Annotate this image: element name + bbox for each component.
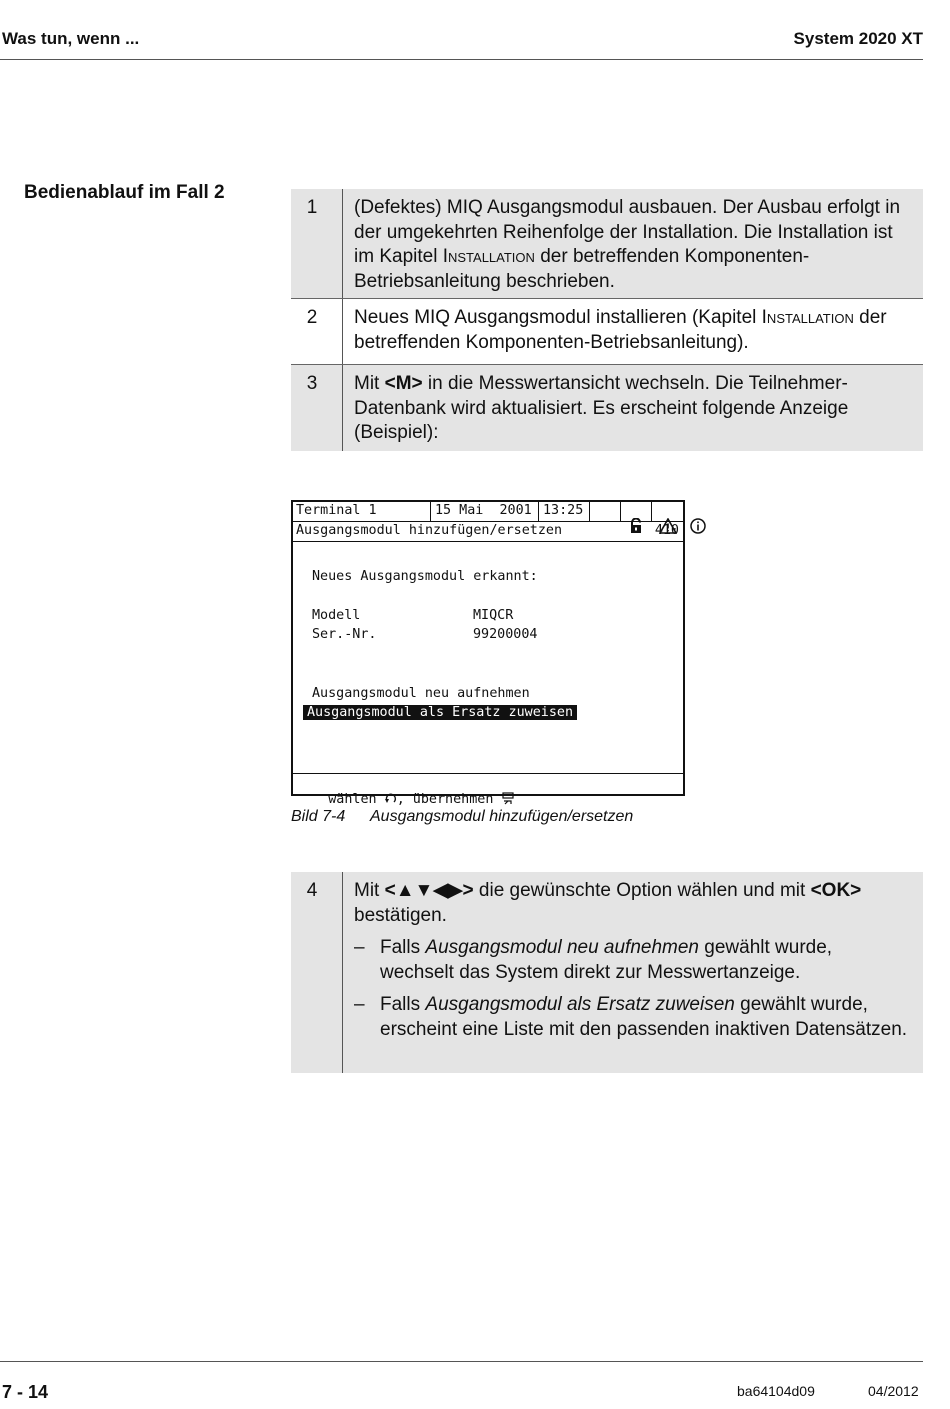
side-heading: Bedienablauf im Fall 2 <box>24 182 225 203</box>
display-divider <box>430 502 431 521</box>
page-number: 7 - 14 <box>2 1382 49 1402</box>
display-divider <box>651 502 652 521</box>
option-name: Ausgangsmodul als Ersatz zuweisen <box>425 994 735 1015</box>
display-footer-accept: , übernehmen <box>396 792 494 807</box>
document-date: 04/2012 <box>868 1383 919 1399</box>
option-name: Ausgangsmodul neu aufnehmen <box>425 937 699 958</box>
step-text-part: Neues MIQ Ausgangsmodul installieren (Kapitel <box>354 307 762 328</box>
step-row <box>291 365 923 451</box>
display-title: Ausgangsmodul hinzufügen/ersetzen <box>296 523 563 538</box>
display-option-new[interactable]: Ausgangsmodul neu aufnehmen <box>312 686 530 701</box>
bullet-text-part: Falls <box>380 994 426 1015</box>
bullet-dash: – <box>354 994 365 1015</box>
step-row <box>291 189 923 299</box>
display-divider <box>589 502 590 521</box>
key-label: <▲▼◀▶> <box>384 880 474 901</box>
figure-title: Ausgangsmodul hinzufügen/ersetzen <box>370 808 634 825</box>
step-text-part: Mit <box>354 373 385 394</box>
bullet-item <box>354 993 911 1042</box>
step-smallcaps: Installation <box>761 307 854 328</box>
display-serial-label: Ser.-Nr. <box>312 627 377 642</box>
display-terminal: Terminal 1 <box>296 503 377 518</box>
step-text-part: (Defektes) MIQ Ausgangsmodul ausbauen. Der Ausbau erfolgt in der umgekehrten Reihenfolge der Installation. Die Installation ist im Kapitel <box>354 197 901 267</box>
step-text <box>343 365 923 451</box>
instrument-display <box>291 500 685 807</box>
bullet-text <box>380 936 911 985</box>
step-row <box>291 872 923 1073</box>
rotate-knob-icon <box>385 792 397 807</box>
step-text-part: der betreffenden Komponenten-Betriebsanleitung). <box>354 307 887 353</box>
running-header-right: System 2020 XT <box>793 29 923 48</box>
display-code: 410 <box>654 523 679 538</box>
step-row <box>291 299 923 365</box>
bullet-item <box>354 936 911 985</box>
step-text-part: Mit <box>354 880 385 901</box>
bullet-dash: – <box>354 937 365 958</box>
bullet-text-part: gewählt wurde, wechselt das System direkt zur Messwertanzeige. <box>380 937 833 983</box>
display-divider <box>538 502 539 521</box>
display-serial-value: 99200004 <box>473 627 538 642</box>
step-number: 3 <box>291 365 343 451</box>
step-text-part: die gewünschte Option wählen und mit <box>473 880 811 901</box>
step-text <box>343 299 923 364</box>
step-number: 2 <box>291 299 343 364</box>
display-rule <box>293 773 683 774</box>
display-model-label: Modell <box>312 608 361 623</box>
figure-label: Bild 7-4 <box>291 808 346 825</box>
step-number: 1 <box>291 189 343 298</box>
document-id: ba64104d09 <box>737 1383 815 1399</box>
step-text-part: der betreffenden Komponenten-Betriebsanleitung beschrieben. <box>354 246 810 292</box>
step-number: 4 <box>291 872 343 1073</box>
step-text <box>343 872 923 1073</box>
display-divider <box>620 502 621 521</box>
footer-rule <box>0 1361 923 1362</box>
display-message: Neues Ausgangsmodul erkannt: <box>312 569 538 584</box>
display-date: 15 Mai 2001 <box>435 503 532 518</box>
bullet-text-part: Falls <box>380 937 426 958</box>
bullet-text <box>380 993 911 1042</box>
steps-table-2 <box>291 872 923 1073</box>
header-rule <box>0 59 923 60</box>
display-time: 13:25 <box>543 503 584 518</box>
step-text <box>343 189 923 298</box>
step-smallcaps: Installation <box>442 246 535 267</box>
display-option-replace-selected[interactable]: Ausgangsmodul als Ersatz zuweisen <box>303 705 577 720</box>
display-rule <box>293 541 683 542</box>
display-rule <box>293 521 683 522</box>
key-label: <OK> <box>810 880 862 901</box>
ok-key-icon <box>502 792 514 807</box>
display-model-value: MIQCR <box>473 608 514 623</box>
step-text-part: in die Messwertansicht wechseln. Die Teilnehmer-Datenbank wird aktualisiert. Es erscheint folgende Anzeige (Beispiel): <box>354 373 849 443</box>
running-header-left: Was tun, wenn ... <box>2 29 140 48</box>
key-label: <M> <box>384 373 423 394</box>
steps-table-1 <box>291 189 923 451</box>
bullet-text-part: gewählt wurde, erscheint eine Liste mit den passenden inaktiven Datensätzen. <box>380 994 908 1040</box>
display-footer-select: wählen <box>328 792 377 807</box>
step-text-part: bestätigen. <box>354 904 447 926</box>
figure-caption <box>291 808 633 826</box>
